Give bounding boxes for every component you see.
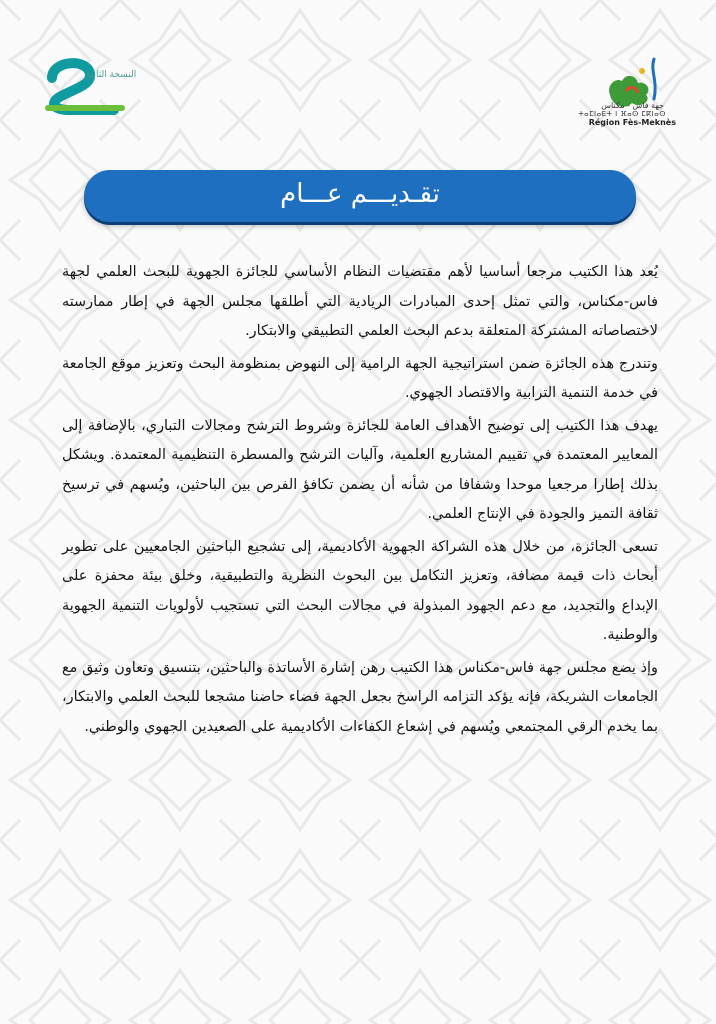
intro-text: [62, 258, 658, 745]
paragraph-1: يُعد هذا الكتيب مرجعا أساسيا لأهم مقتضيات النظام الأساسي للجائزة الجهوية للبحث العلمي لجهة فاس-مكناس، والتي تمثل إحدى المبادرات الريادية التي أطلقها مجلس الجهة في إطار ممارسته لاختصاصاته المشتركة المتعلقة بدعم البحث العلمي التطبيقي والابتكار.: [62, 264, 658, 339]
edition-logo-icon: [40, 50, 140, 120]
paragraph-5: وإذ يضع مجلس جهة فاس-مكناس هذا الكتيب رهن إشارة الأساتذة والباحثين، بتنسيق وتعاون وثيق مع الجامعات الشريكة، فإنه يؤكد التزامه الراسخ بجعل الجهة فضاء حاضنا مشجعا للبحث العلمي والابتكار، بما يخدم الرقي المجتمعي ويُسهم في إشعاع الكفاءات الأكاديمية على الصعيدين الجهوي والوطني.: [62, 659, 658, 735]
page-title: تقـديـــم عـــام: [280, 179, 440, 209]
region-name-arabic: جهة فاس - مكناس: [601, 101, 664, 110]
paragraph-2: وتندرج هذه الجائزة ضمن استراتيجية الجهة الرامية إلى النهوض بمنظومة البحث وتعزيز موقع الجامعة في خدمة التنمية الترابية والاقتصاد الجهوي.: [62, 355, 658, 401]
edition-label: النسخة الثانية: [86, 70, 137, 80]
region-name-tifinagh: ⵜⴰⵎⵏⴰⴹⵜ ⵏ ⴼⴰⵙ ⵎⴽⵏⴰⵙ: [578, 110, 666, 118]
paragraph-4: تسعى الجائزة، من خلال هذه الشراكة الجهوية الأكاديمية، إلى تشجيع الباحثين الجامعيين على تطوير أبحاث ذات قيمة مضافة، وتعزيز التكامل بين البحوث النظرية والتطبيقية، وخلق بيئة محفزة على الإبداع والتجديد، مع دعم الجهود المبذولة في مجالات البحث التي تستجيب لأولويات التنمية الجهوية والوطنية.: [62, 538, 658, 643]
region-name-french: Région Fès-Meknès: [588, 118, 676, 127]
paragraph-3: يهدف هذا الكتيب إلى توضيح الأهداف العامة للجائزة وشروط الترشح ومجالات التباري، بالإضافة إلى المعايير المعتمدة في تقييم المشاريع العلمية، وآليات الترشح والمسطرة التنظيمية المعتمدة. ويشكل بذلك إطارا مرجعيا موحدا وشفافا من شأنه أن يضمن تكافؤ الفرص بين الباحثين، ويُسهم في ترسيخ ثقافة التميز والجودة في الإنتاج العلمي.: [62, 417, 658, 522]
title-banner: [84, 170, 636, 222]
